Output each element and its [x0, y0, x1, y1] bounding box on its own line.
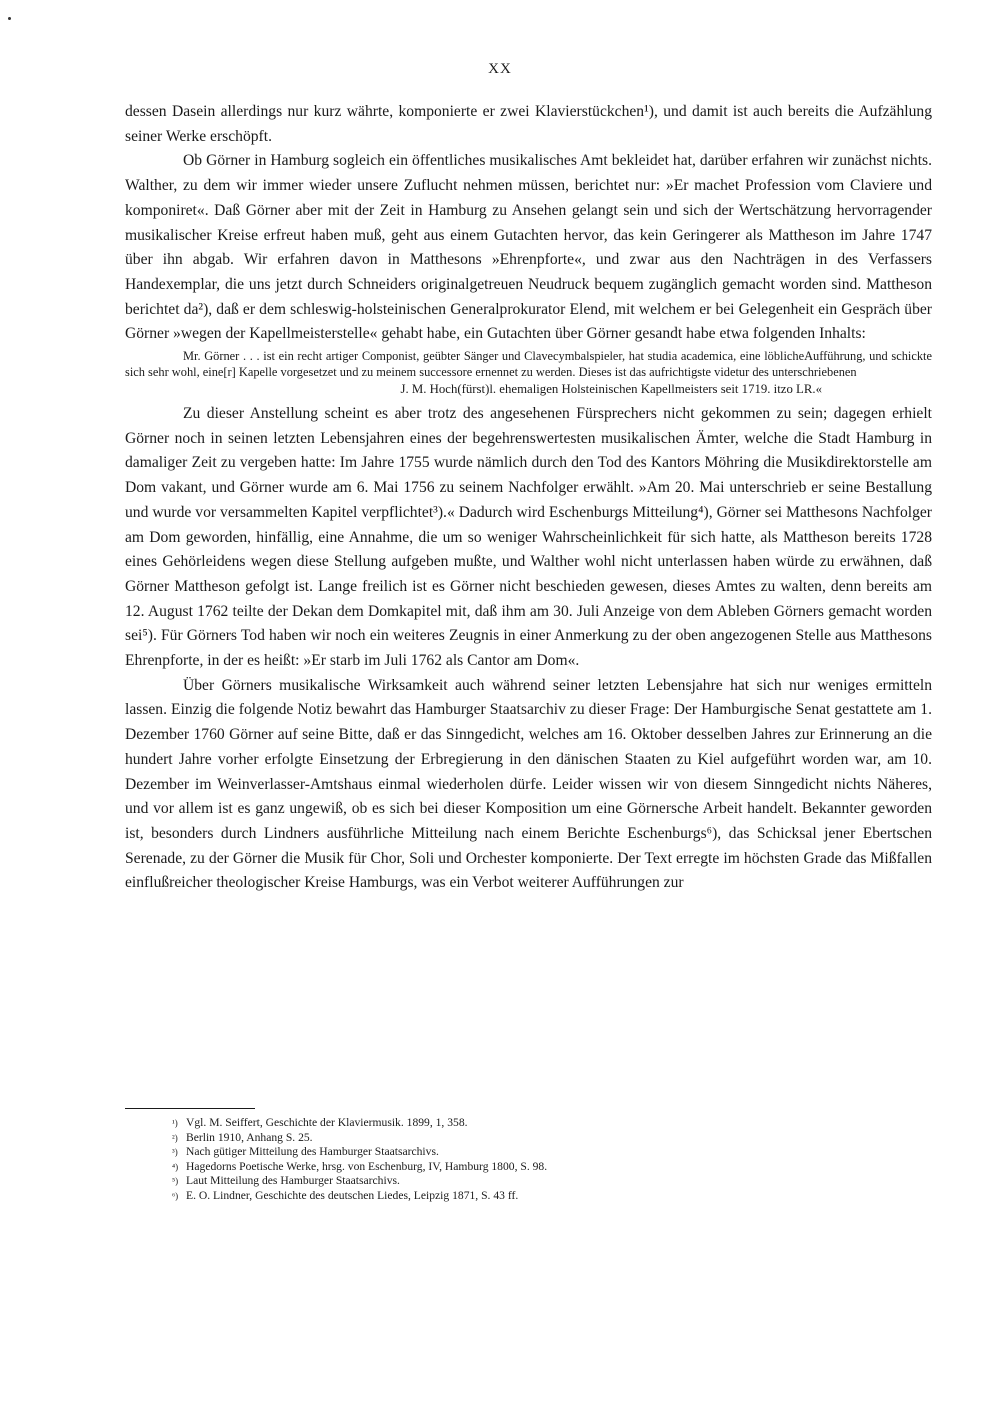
footnote — [172, 1160, 872, 1175]
footnote-text: Laut Mitteilung des Hamburger Staatsarchivs. — [186, 1174, 400, 1188]
paragraph: Zu dieser Anstellung scheint es aber trotz des angesehenen Fürsprechers nicht gekommen zu sein; dagegen erhielt Görner noch in seinen letzten Lebensjahren eines der begehrenswertesten musikalischen Ämter, welche die Stadt Hamburg in damaliger Zeit zu vergeben hatte: Im Jahre 1755 wurde nämlich durch den Tod des Kantors Möhring die Musikdirektorstelle am Dom vakant, und Görner wurde am 6. Mai 1756 zu seinem Nachfolger erwählt. »Am 20. Mai unterschrieb er seine Bestallung und wurde vor versammelten Kapitel verpflichtet³).« Dadurch wird Eschenburgs Mitteilung⁴), Görner sei Matthesons Nachfolger am Dom geworden, hinfällig, eine Annahme, die um so weniger Wahrscheinlichkeit für sich hatte, als Mattheson bereits 1728 eines Gehörleidens wegen diese Stellung aufgeben mußte, und Walther wohl nicht unterlassen haben würde zu erwähnen, daß Görner Mattheson gefolgt ist. Lange freilich ist es Görner nicht beschieden gewesen, dieses Amtes zu walten, denn bereits am 12. August 1762 teilte der Dekan dem Domkapitel mit, daß ihm am 30. Juli Anzeige von dem Ableben Görners gemacht worden sei⁵). Für Görners Tod haben wir noch ein weiteres Zeugnis in einer Anmerkung zu der oben angezogenen Stelle aus Matthesons Ehrenpforte, in der es heißt: »Er starb im Juli 1762 als Cantor am Dom«. — [125, 405, 932, 670]
footnote-text: E. O. Lindner, Geschichte des deutschen Liedes, Leipzig 1871, S. 43 ff. — [186, 1188, 519, 1202]
paragraph: dessen Dasein allerdings nur kurz währte, komponierte er zwei Klavierstückchen¹), und damit ist auch bereits die Aufzählung seiner Werke erschöpft. — [125, 103, 932, 145]
footnote — [172, 1145, 872, 1160]
footnote-text: Berlin 1910, Anhang S. 25. — [186, 1130, 313, 1144]
page-number: XX — [488, 61, 512, 77]
footnote — [172, 1131, 872, 1146]
footnotes — [172, 1116, 872, 1204]
footnote-mark: ⁵) — [172, 1176, 179, 1187]
footnote-mark: ³) — [172, 1147, 178, 1158]
paragraph: Ob Görner in Hamburg sogleich ein öffentliches musikalisches Amt bekleidet hat, darüber erfahren wir zunächst nichts. Walther, zu dem wir immer wieder unsere Zuflucht nehmen müssen, berichtet nur: »Er machet Profession vom Claviere und komponiret«. Daß Görner aber mit der Zeit in Hamburg zu Ansehen gelangt sein und sich der Wertschätzung hervorragender musikalischer Kreise erfreut haben muß, geht aus einem Gutachten hervor, das kein Geringerer als Mattheson im Jahre 1747 über ihn abgab. Wir erfahren davon in Matthesons »Ehrenpforte«, und zwar aus den Nachträgen in des Verfassers Handexemplar, die uns jetzt durch Schneiders originalgetreuen Neudruck bequem zugänglich gemacht worden sind. Mattheson berichtet da²), daß er dem schleswig-holsteinischen Generalprokurator Elend, mit welchem er bei Gelegenheit ein Gespräch über Görner »wegen der Kapellmeisterstelle« gehabt habe, ein Gutachten über Görner gesandt habe etwa folgenden Inhalts: — [125, 152, 932, 343]
footnote — [172, 1116, 872, 1131]
main-text — [125, 100, 932, 896]
footnote-mark: ²) — [172, 1132, 178, 1143]
footnote-divider — [125, 1108, 255, 1109]
footnote — [172, 1189, 872, 1204]
footnote-text: Nach gütiger Mitteilung des Hamburger Staatsarchivs. — [186, 1145, 439, 1159]
scan-mark — [8, 17, 11, 20]
footnote-mark: ⁶) — [172, 1190, 179, 1201]
footnote-mark: ¹) — [172, 1118, 178, 1128]
quote-text: Mr. Görner . . . ist ein recht artiger Componist, geübter Sänger und Clavecymbalspieler, hat studia academica, eine löblicheAufführung, und schickte sich sehr wohl, eine[r] Kapelle vorgesetzet und zu meinem successore ernennet zu werden. Dieses ist das aufrichtigste videtur des unterschriebenen — [125, 349, 932, 380]
block-quote — [125, 348, 932, 399]
footnote — [172, 1174, 872, 1189]
footnote-text: Vgl. M. Seiffert, Geschichte der Klaviermusik. 1899, 1, 358. — [186, 1116, 468, 1129]
paragraph: Über Görners musikalische Wirksamkeit auch während seiner letzten Lebensjahre hat sich nur weniges ermitteln lassen. Einzig die folgende Notiz bewahrt das Hamburger Staatsarchiv zu dieser Frage: Der Hamburgische Senat gestattete am 1. Dezember 1760 Görner auf seine Bitte, daß er das Sinngedicht, welches am 16. Oktober desselben Jahres zur Erinnerung an die hundert Jahre vorher erfolgte Einsetzung der Erbregierung in den dänischen Staaten zu Kiel aufgeführt worden war, am 10. Dezember im Weinverlasser-Amtshaus einmal wiederholen dürfe. Leider wissen wir von diesem Sinngedicht nichts Näheres, und vor allem ist es ganz ungewiß, ob es sich bei dieser Komposition um eine Görnersche Arbeit handelt. Bekannter geworden ist, besonders durch Lindners ausführliche Mitteilung nach einem Berichte Eschenburgs⁶), das Schicksal jener Ebertschen Serenade, zu der Görner die Musik für Chor, Soli und Orchester komponierte. Der Text erregte im höchsten Grade das Mißfallen einflußreicher theologischer Kreise Hamburgs, was ein Verbot weiterer Aufführungen zur — [125, 676, 932, 892]
quote-signature: J. M. Hoch(fürst)l. ehemaligen Holsteinischen Kapellmeisters seit 1719. itzo LR.« — [400, 382, 822, 397]
footnote-mark: ⁴) — [172, 1161, 179, 1172]
footnote-text: Hagedorns Poetische Werke, hrsg. von Eschenburg, IV, Hamburg 1800, S. 98. — [186, 1159, 548, 1173]
